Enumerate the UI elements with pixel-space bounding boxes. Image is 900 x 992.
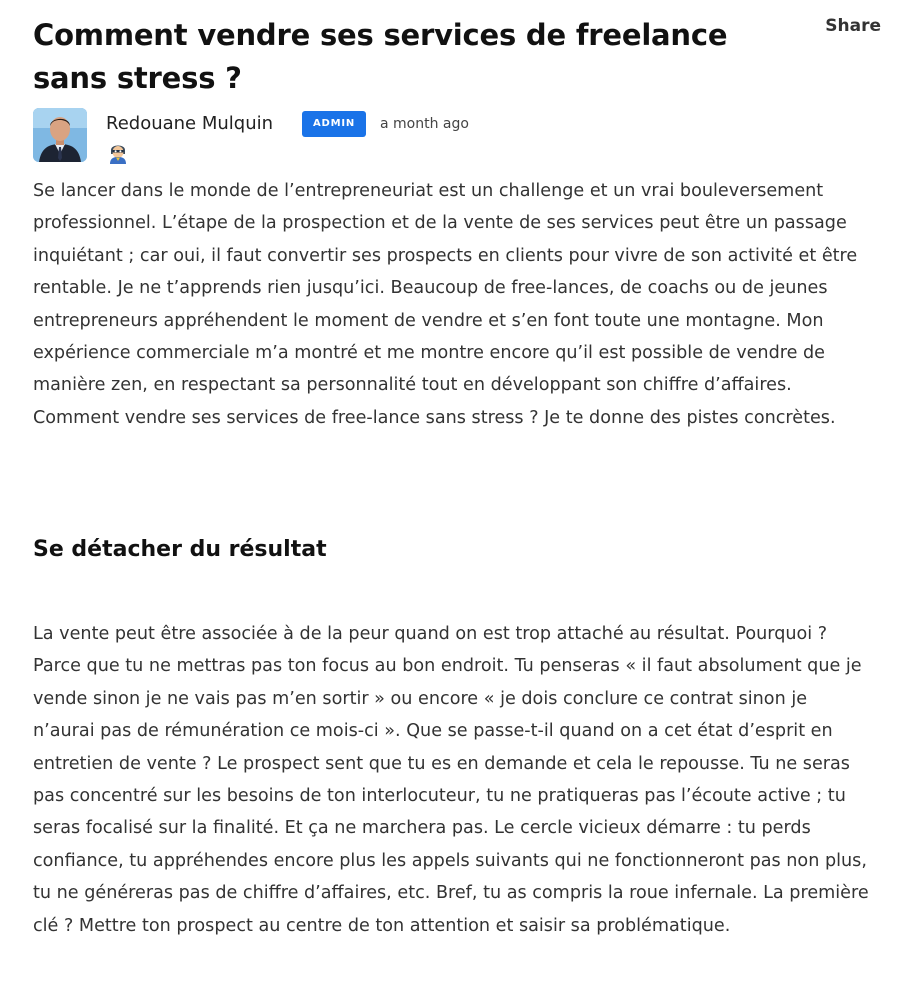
user-photo-avatar-icon [33, 108, 87, 162]
author-row [33, 108, 733, 164]
section-paragraph: La vente peut être associée à de la peur quand on est trop attaché au résultat. Pourquoi ? Parce que tu ne mettras pas ton focus au bon endroit. Tu penseras « il faut absolument que je vende sinon je ne vais pas m’en sortir » ou encore « je dois conclure ce contrat sinon je n’aurai pas de rémunération ce mois-ci ». Que se passe-t-il quand on a cet état d’esprit en entretien de vente ? Le prospect sent que tu es en demande et cela le repousse. Tu ne seras pas concentré sur les besoins de ton interlocuteur, tu ne pratiqueras pas l’écoute active ; tu seras focalisé sur la finalité. Et ça ne marchera pas. Le cercle vicieux démarre : tu perds confiance, tu appréhendes encore plus les appels suivants qui ne fonctionneront pas non plus, tu ne généreras pas de chiffre d’affaires, etc. Bref, tu as compris la roue infernale. La première clé ? Mettre ton prospect au centre de ton attention et saisir sa problématique. [33, 624, 869, 936]
post-timestamp: a month ago [380, 116, 469, 132]
superhero-emoji-icon [107, 142, 129, 164]
author-name[interactable]: Redouane Mulquin [106, 113, 274, 134]
avatar[interactable] [33, 108, 87, 162]
admin-badge: ADMIN [302, 111, 366, 137]
share-button[interactable]: Share [825, 16, 881, 36]
post-intro-paragraph: Se lancer dans le monde de l’entrepreneuriat est un challenge et un vrai bouleversement professionnel. L’étape de la prospection et de la vente de ses services peut être un passage inquiétant ; car oui, il faut convertir ses prospects en clients pour vivre de son activité et être rentable. Je ne t’apprends rien jusqu’ici. Beaucoup de free-lances, de coachs ou de jeunes entrepreneurs appréhendent le moment de vendre et s’en font toute une montagne. Mon expérience commerciale m’a montré et me montre encore qu’il est possible de vendre de manière zen, en respectant sa personnalité tout en développant son chiffre d’affaires. Comment vendre ses services de free-lance sans stress ? Je te donne des pistes concrètes. [33, 181, 858, 428]
post-title: Comment vendre ses services de freelance sans stress ? [33, 18, 728, 95]
section-heading: Se détacher du résultat [33, 537, 327, 562]
